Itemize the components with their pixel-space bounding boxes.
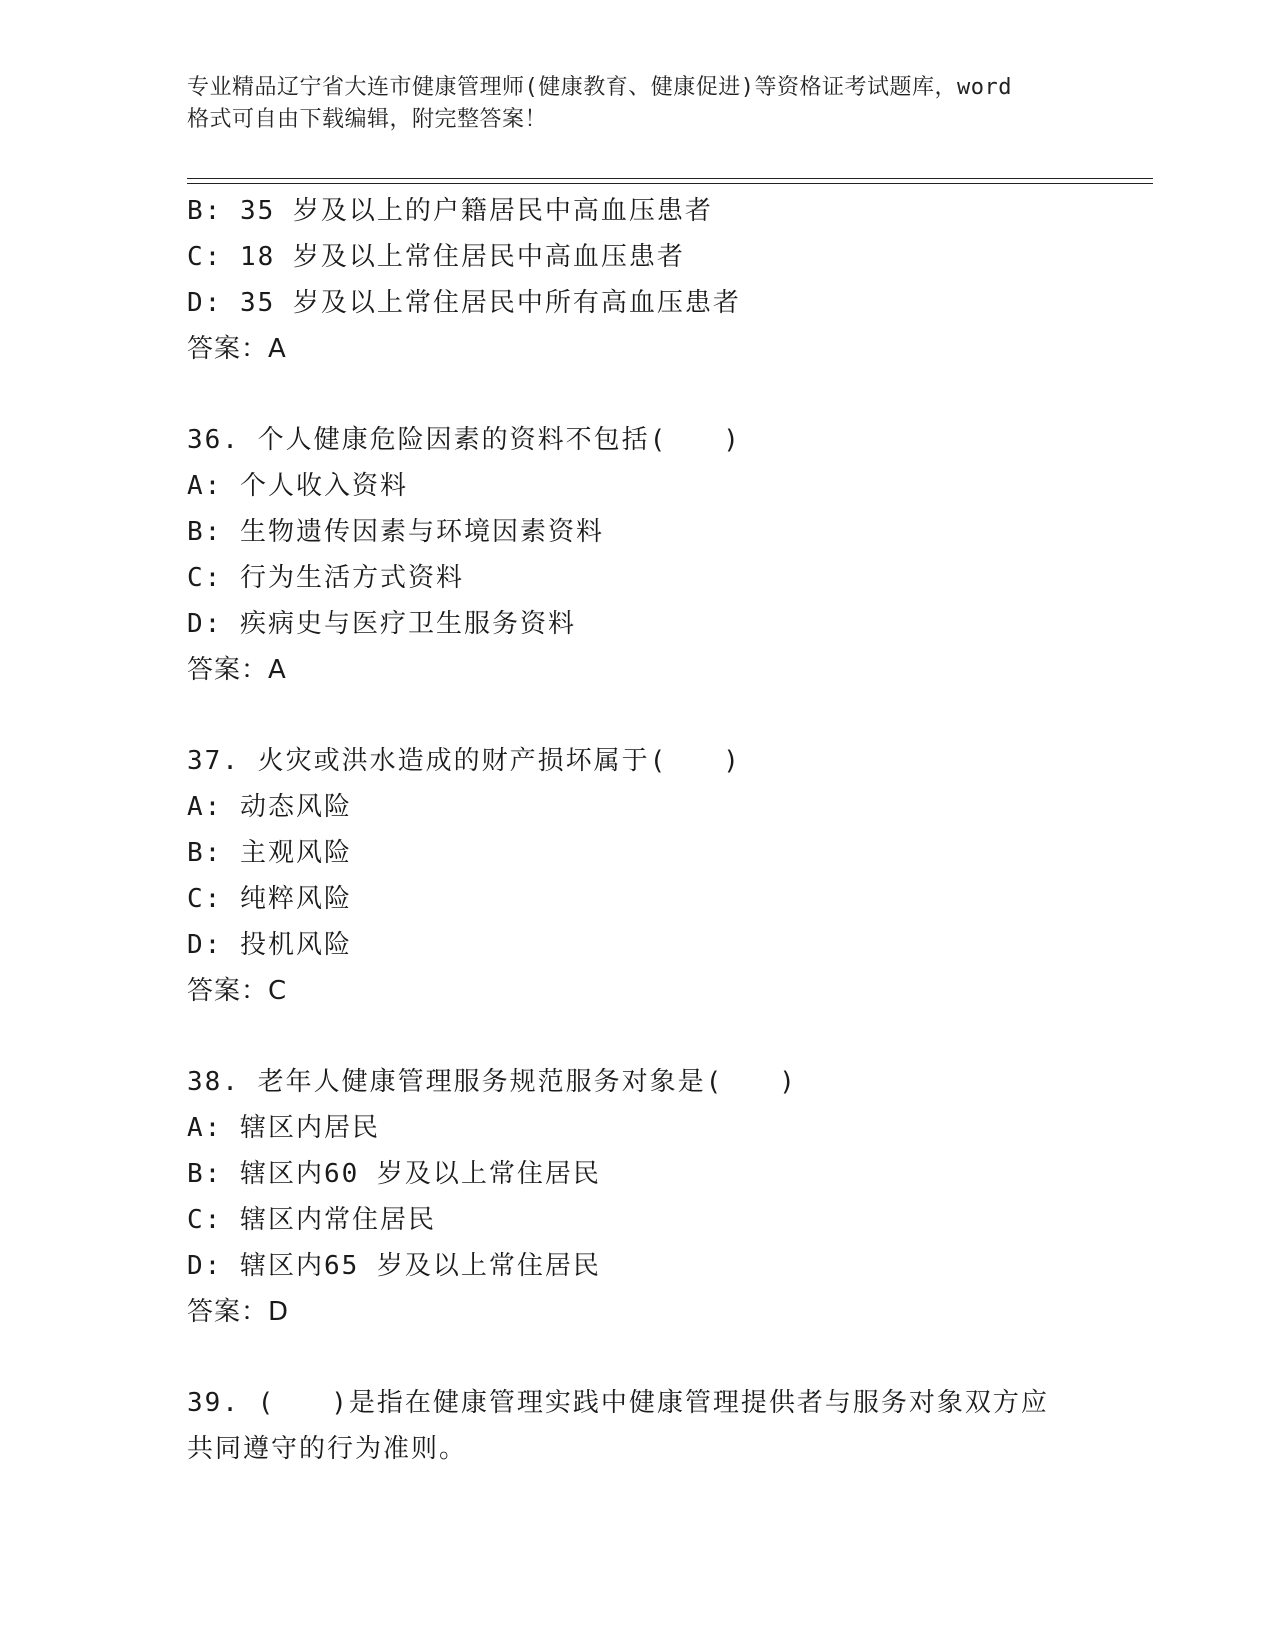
- header-divider-bottom: [187, 183, 1153, 184]
- option-c: C: 行为生活方式资料: [187, 563, 464, 593]
- option-d: D: 疾病史与医疗卫生服务资料: [187, 609, 576, 639]
- question-37: [187, 738, 1107, 1014]
- question-35-continued: [187, 188, 1107, 372]
- option-b: B: 35 岁及以上的户籍居民中高血压患者: [187, 196, 713, 226]
- question-stem: 36. 个人健康危险因素的资料不包括( ): [187, 425, 741, 455]
- option-c: C: 18 岁及以上常住居民中高血压患者: [187, 242, 685, 272]
- answer: 答案：A: [187, 655, 287, 685]
- option-c: C: 辖区内常住居民: [187, 1205, 436, 1235]
- option-d: D: 35 岁及以上常住居民中所有高血压患者: [187, 288, 741, 318]
- option-c: C: 纯粹风险: [187, 884, 352, 914]
- question-38: [187, 1059, 1107, 1335]
- document-header: [187, 72, 1087, 136]
- header-line-2: 格式可自由下载编辑，附完整答案！: [187, 107, 548, 132]
- answer: 答案：D: [187, 1297, 290, 1327]
- question-stem-line-1: 39. ( )是指在健康管理实践中健康管理提供者与服务对象双方应: [187, 1388, 1049, 1418]
- option-d: D: 辖区内65 岁及以上常住居民: [187, 1251, 601, 1281]
- question-stem: 38. 老年人健康管理服务规范服务对象是( ): [187, 1067, 797, 1097]
- option-a: A: 辖区内居民: [187, 1113, 380, 1143]
- question-36: [187, 417, 1107, 693]
- option-d: D: 投机风险: [187, 930, 352, 960]
- option-b: B: 生物遗传因素与环境因素资料: [187, 517, 604, 547]
- answer: 答案：C: [187, 976, 288, 1006]
- question-39: [187, 1380, 1107, 1472]
- option-a: A: 动态风险: [187, 792, 352, 822]
- option-a: A: 个人收入资料: [187, 471, 408, 501]
- option-b: B: 辖区内60 岁及以上常住居民: [187, 1159, 601, 1189]
- answer: 答案：A: [187, 334, 287, 364]
- header-line-1: 专业精品辽宁省大连市健康管理师(健康教育、健康促进)等资格证考试题库，word: [187, 75, 1012, 100]
- question-stem: 37. 火灾或洪水造成的财产损坏属于( ): [187, 746, 741, 776]
- question-stem-line-2: 共同遵守的行为准则。: [187, 1434, 468, 1464]
- option-b: B: 主观风险: [187, 838, 352, 868]
- header-divider-top: [187, 178, 1153, 179]
- question-content: [187, 188, 1107, 1472]
